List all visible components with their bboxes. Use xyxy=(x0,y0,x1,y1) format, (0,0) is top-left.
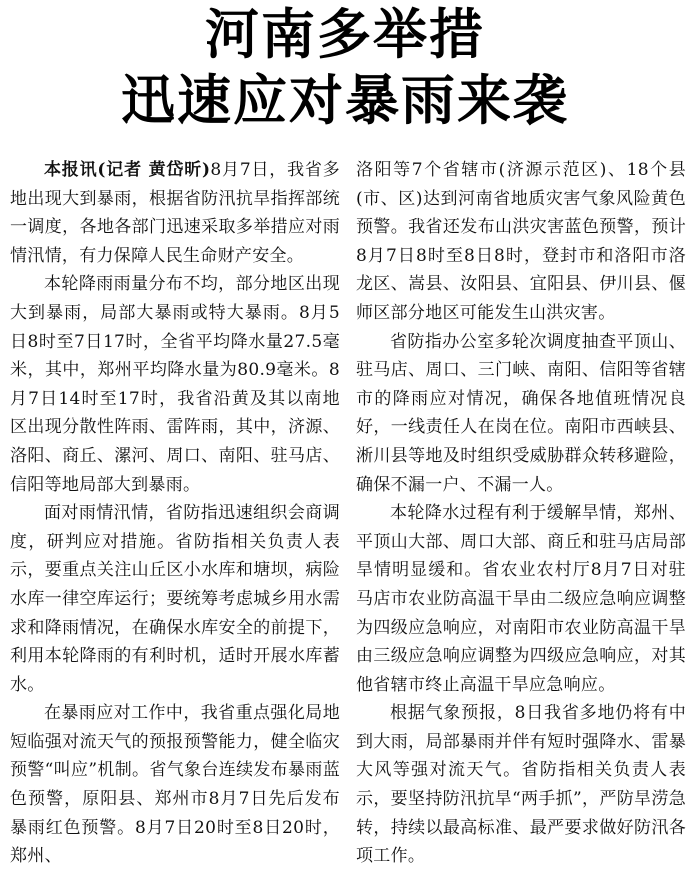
headline xyxy=(0,0,690,150)
article-column-left xyxy=(10,156,340,878)
paragraph-1 xyxy=(10,156,340,270)
paragraph-1-text: 8月7日，我省多地出现大到暴雨，根据省防汛抗旱指挥部统一调度，各地各部门迅速采取多举措应对雨情汛情，有力保障人民生命财产安全。 xyxy=(10,160,340,266)
paragraph-4: 在暴雨应对工作中，我省重点强化局地短临强对流天气的预报预警能力，健全临灾预警“叫应”机制。省气象台连续发布暴雨蓝色预警，原阳县、郑州市8月7日先后发布暴雨红色预警。8月7日20时至8日20时，郑州、 xyxy=(10,703,340,867)
headline-line-1: 河南多举措 xyxy=(205,3,485,66)
paragraph-7: 根据气象预报，8日我省多地仍将有中到大雨，局部暴雨并伴有短时强降水、雷暴大风等强对流天气。省防指相关负责人表示，要坚持防汛抗旱“两手抓”，严防旱涝急转，持续以最高标准、最严要求做好防汛各项工作。 xyxy=(356,703,686,867)
paragraph-2: 本轮降雨雨量分布不均，部分地区出现大到暴雨，局部大暴雨或特大暴雨。8月5日8时至7日17时，全省平均降水量27.5毫米，其中，郑州平均降水量为80.9毫米。8月7日14时至17时，我省沿黄及其以南地区出现分散性阵雨、雷阵雨，其中，济源、洛阳、商丘、漯河、周口、南阳、驻马店、信阳等地局部大到暴雨。 xyxy=(10,274,340,495)
article-column-right xyxy=(356,156,686,878)
paragraph-3: 面对雨情汛情，省防指迅速组织会商调度，研判应对措施。省防指相关负责人表示，要重点关注山丘区小水库和塘坝，病险水库一律空库运行；要统筹考虑城乡用水需求和降雨情况，在确保水库安全的前提下，利用本轮降雨的有利时机，适时开展水库蓄水。 xyxy=(10,503,340,695)
paragraph-5: 省防指办公室多轮次调度抽查平顶山、驻马店、周口、三门峡、南阳、信阳等省辖市的降雨应对情况，确保各地值班情况良好，一线责任人在岗在位。南阳市西峡县、淅川县等地及时组织受威胁群众转移避险，确保不漏一户、不漏一人。 xyxy=(356,331,686,495)
byline: 本报讯(记者 黄岱昕) xyxy=(44,160,211,180)
headline-line-2: 迅速应对暴雨来袭 xyxy=(121,69,569,132)
article-body xyxy=(10,156,686,878)
paragraph-4-continued: 洛阳等7个省辖市(济源示范区)、18个县(市、区)达到河南省地质灾害气象风险黄色预警。我省还发布山洪灾害蓝色预警，预计8月7日8时至8日8时，登封市和洛阳市洛龙区、嵩县、汝阳县、宜阳县、伊川县、偃师区部分地区可能发生山洪灾害。 xyxy=(356,160,686,323)
paragraph-6: 本轮降水过程有利于缓解旱情，郑州、平顶山大部、周口大部、商丘和驻马店局部旱情明显缓和。省农业农村厅8月7日对驻马店市农业防高温干旱由二级应急响应调整为四级应急响应，对南阳市农业防高温干旱由三级应急响应调整为四级应急响应，对其他省辖市终止高温干旱应急响应。 xyxy=(356,503,686,695)
